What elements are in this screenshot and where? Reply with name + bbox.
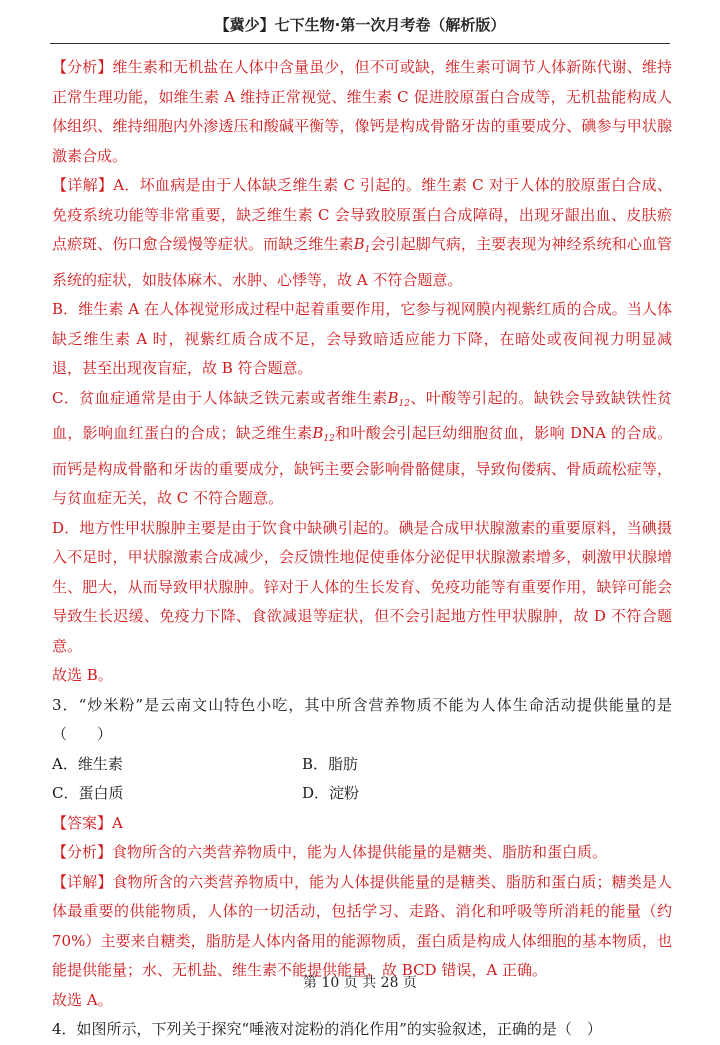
detail-text: 食物所含的六类营养物质中，能为人体提供能量的是糖类、脂肪和蛋白质；糖类是人体最重要的供能物质，人体的一切活动，包括学习、走路、消化和呼吸等所消耗的能量（约 70%）主要来自糖类，脂肪是人体内备用的能源物质，蛋白质是构成人体细胞的基本物质，也能提供能量；水、无机盐、维生素不能提供能量，故 BCD 错误，A 正确。 <box>52 872 672 979</box>
q3-answer: 【答案】A <box>52 813 123 832</box>
q2-choose: 故选 B。 <box>52 666 113 684</box>
analysis-tag: 【分析】 <box>52 58 113 76</box>
analysis-text: 食物所含的六类营养物质中，能为人体提供能量的是糖类、脂肪和蛋白质。 <box>112 843 608 861</box>
detail-a-text-1: A．坏血病是由于人体缺乏维生素 C 引起的。维生素 C 对于人体的胶原蛋白合成、免疫系统功能等非常重要，缺乏维生素 C 会导致胶原蛋白合成障碍，出现牙龈出血、皮肤瘀点瘀斑、伤口愈合缓慢等症状。而缺乏维生素 <box>52 176 672 253</box>
q3-option-a: A．维生素 <box>52 754 123 773</box>
analysis-tag: 【分析】 <box>52 843 113 861</box>
vitamin-b12-letter: B <box>387 388 399 407</box>
page-footer-number: 第 10 页 共 28 页 <box>303 975 417 991</box>
vitamin-b1-letter: B <box>353 235 365 253</box>
detail-c-text-2: 、叶酸等引起的。缺铁会导致缺铁性贫血，影响血红蛋白的合成；缺乏维生素 <box>52 388 672 442</box>
q2-detail-b: B．维生素 A 在人体视觉形成过程中起着重要作用，它参与视网膜内视紫红质的合成。当人体缺乏维生素 A 时，视紫红质合成不足，会导致暗适应能力下降，在暗处或夜间视力明显减退，甚至出现夜盲症，故 B 符合题意。 <box>52 300 672 377</box>
q3-options-row-2 <box>52 779 672 809</box>
vitamin-b12-letter-2: B <box>312 424 324 442</box>
detail-c-text-3: 和叶酸会引起巨幼细胞贫血，影响 DNA 的合成。而钙是构成骨骼和牙齿的重要成分，缺钙主要会影响骨骼健康，导致佝偻病、骨质疏松症等，与贫血症无关，故 C 不符合题意。 <box>52 424 672 507</box>
page-content <box>52 53 672 1045</box>
q2-analysis <box>52 53 672 171</box>
q3-option-b: B．脂肪 <box>302 754 359 773</box>
vitamin-b1-subscript: 1 <box>364 245 371 255</box>
q2-detail-d: D．地方性甲状腺肿主要是由于饮食中缺碘引起的。碘是合成甲状腺激素的重要原料，当碘摄入不足时，甲状腺激素合成减少，会反馈性地促使垂体分泌促甲状腺激素增多，刺激甲状腺增生、肥大，从而导致甲状腺肿。锌对于人体的生长发育、免疫功能等有重要作用，缺锌可能会导致生长迟缓、免疫力下降、食欲减退等症状，但不会引起地方性甲状腺肿，故 D 不符合题意。 <box>52 518 672 655</box>
page-header-title: 【冀少】七下生物·第一次月考卷（解析版） <box>214 16 506 34</box>
q3-options-row-1 <box>52 750 672 780</box>
q3-option-d: D．淀粉 <box>302 784 360 802</box>
detail-c-text-1: C．贫血症通常是由于人体缺乏铁元素或者维生素 <box>52 388 388 407</box>
q4-stem: 4．如图所示，下列关于探究“唾液对淀粉的消化作用”的实验叙述，正确的是（ ） <box>52 1020 602 1038</box>
header-divider <box>50 43 670 44</box>
q3-stem: 3．“炒米粉”是云南文山特色小吃，其中所含营养物质不能为人体生命活动提供能量的是（ ） <box>52 695 672 743</box>
detail-tag: 【详解】 <box>52 872 113 891</box>
q3-option-c: C．蛋白质 <box>52 784 124 802</box>
detail-a-text-2: 会引起脚气病，主要表现为神经系统和心血管系统的症状，如肢体麻木、水肿、心悸等，故 A 不符合题意。 <box>52 235 672 289</box>
q2-detail-a <box>52 171 672 295</box>
q3-analysis <box>52 838 672 868</box>
vitamin-b12-subscript: 12 <box>398 398 410 409</box>
q3-detail <box>52 868 672 986</box>
detail-tag: 【详解】 <box>52 176 114 194</box>
vitamin-b12-subscript-2: 12 <box>323 434 335 444</box>
analysis-text: 维生素和无机盐在人体中含量虽少，但不可或缺，维生素可调节人体新陈代谢、维持正常生理功能，如维生素 A 维持正常视觉、维生素 C 促进胶原蛋白合成等，无机盐能构成人体组织、维持细胞内外渗透压和酸碱平衡等，像钙是构成骨骼牙齿的重要成分、碘参与甲状腺激素合成。 <box>52 58 672 165</box>
q3-choose: 故选 A。 <box>52 990 113 1009</box>
q2-detail-c <box>52 384 672 514</box>
